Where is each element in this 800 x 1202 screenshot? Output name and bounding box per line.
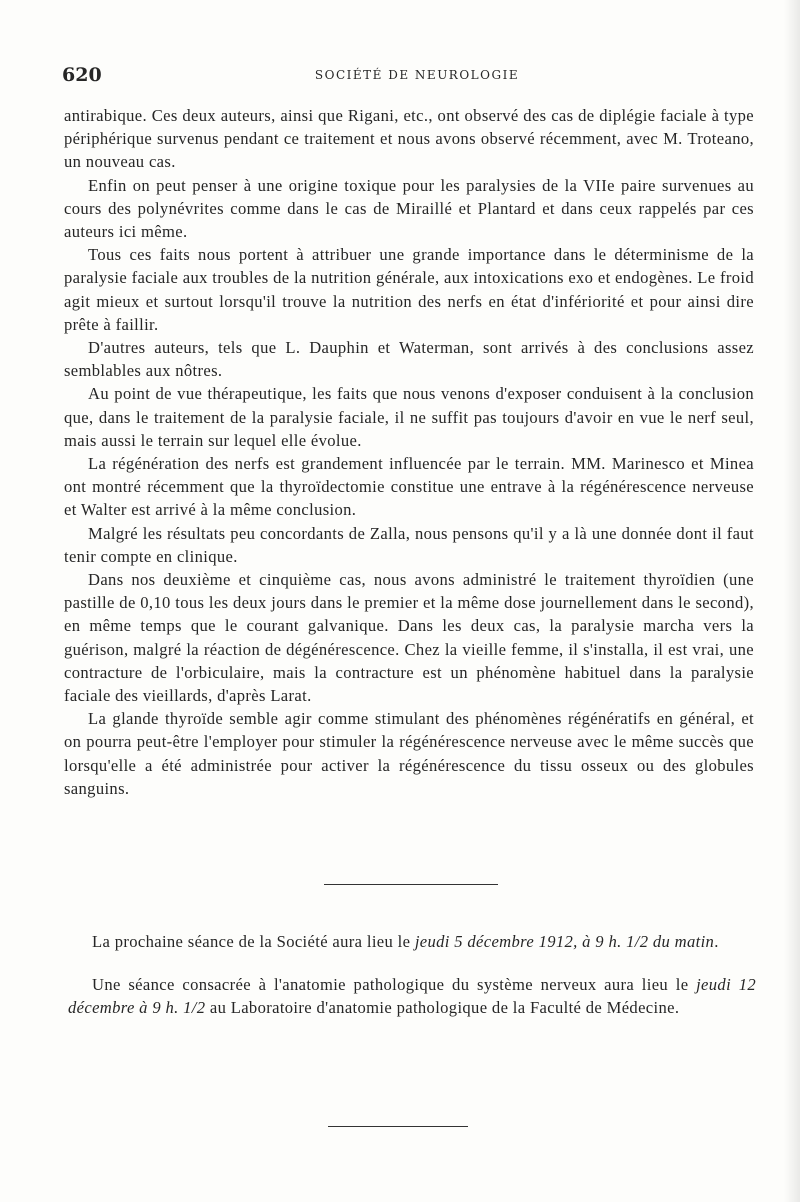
article-body — [64, 104, 754, 800]
pathology-session-notice — [68, 973, 756, 1019]
paragraph: Malgré les résultats peu concordants de Zalla, nous pensons qu'il y a là une donnée dont il faut tenir compte en clinique. — [64, 523, 754, 566]
notice-text: Une séance consacrée à l'anatomie pathologique du système nerveux aura lieu le — [92, 975, 697, 995]
paragraph: La régénération des nerfs est grandement influencée par le terrain. MM. Marinesco et Minea ont montré récemment que la thyroïdectomie constitue une entrave à la régénérescence nerveuse et Walter est arrivé à la même conclusion. — [64, 454, 754, 520]
next-session-notice — [68, 930, 756, 953]
notice-text: La prochaine séance de la Société aura lieu le — [92, 932, 415, 951]
paragraph: La glande thyroïde semble agir comme stimulant des phénomènes régénératifs en général, et on pourra peut-être l'employer pour stimuler la régénérescence nerveuse avec le même succès que lorsqu'elle a été administrée pour activer la régénérescence du tissu osseux ou des globules sanguins. — [64, 709, 754, 798]
notice-date: jeudi 12 décembre à 9 h. 1/2 — [68, 975, 756, 1018]
paragraph: Enfin on peut penser à une origine toxique pour les paralysies de la VIIe paire survenues au cours des polynévrites comme dans le cas de Miraillé et Plantard et dans ceux rappelés par ces auteurs ici même. — [64, 175, 754, 242]
paragraph: antirabique. Ces deux auteurs, ainsi que Rigani, etc., ont observé des cas de diplégie faciale à type périphérique survenus pendant ce traitement et nous avons observé récemment, avec M. Troteano, un nouveau cas. — [64, 106, 754, 172]
paragraph: D'autres auteurs, tels que L. Dauphin et Waterman, sont arrivés à des conclusions assez semblables aux nôtres. — [64, 338, 754, 381]
end-divider — [328, 1126, 468, 1127]
page-number: 620 — [62, 64, 102, 86]
section-divider — [324, 884, 498, 885]
running-head: SOCIÉTÉ DE NEUROLOGIE — [314, 68, 520, 82]
paragraph: Tous ces faits nous portent à attribuer une grande importance dans le déterminisme de la paralysie faciale aux troubles de la nutrition générale, aux intoxications exo et endogènes. Le froid agit mieux et surtout lorsqu'il trouve la nutrition des nerfs en état d'infériorité et pour ainsi dire prête à faillir. — [64, 245, 754, 334]
page-header — [62, 64, 752, 86]
notice-text-end: . — [714, 932, 719, 951]
notice-date: jeudi 5 décembre 1912, à 9 h. 1/2 du matin — [414, 932, 715, 951]
paragraph: Dans nos deuxième et cinquième cas, nous avons administré le traitement thyroïdien (une pastille de 0,10 tous les deux jours dans le premier et la même dose journellement dans le second), en même temps que le courant galvanique. Dans les deux cas, la paralysie marcha vers la guérison, malgré la réaction de dégénérescence. Chez la vieille femme, il s'installa, il est vrai, une contracture de l'orbiculaire, mais la contracture est un phénomène habituel dans la paralysie faciale des vieillards, d'après Larat. — [64, 570, 754, 706]
paragraph: Au point de vue thérapeutique, les faits que nous venons d'exposer conduisent à la conclusion que, dans le traitement de la paralysie faciale, il ne suffit pas toujours d'avoir en vue le nerf seul, mais aussi le terrain sur lequel elle évolue. — [64, 384, 754, 450]
announcements — [68, 930, 756, 1040]
page-edge-shadow — [784, 0, 800, 1202]
notice-text-end: au Laboratoire d'anatomie pathologique de la Faculté de Médecine. — [205, 998, 680, 1018]
